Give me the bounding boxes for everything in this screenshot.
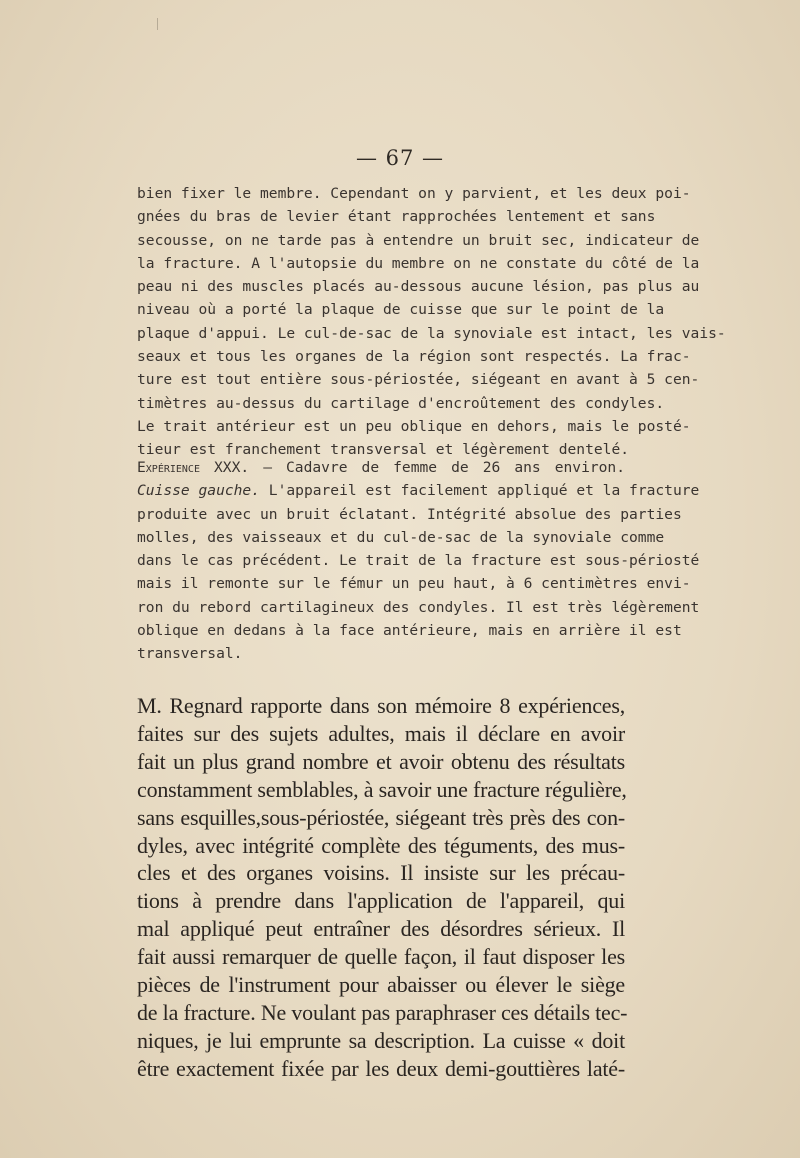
text-line: gnées du bras de levier étant rapprochées lentement et sans: [137, 208, 656, 226]
text-line: de la fracture. Ne voulant pas paraphraser ces détails tec-: [137, 999, 628, 1025]
text-line: ron du rebord cartilagineux des condyles. Il est très légèrement: [137, 598, 700, 616]
specimen-side: Cuisse gauche.: [137, 482, 261, 500]
text-line: ture est tout entière sous-périostée, siégeant en avant à 5 cen-: [137, 371, 700, 389]
text-line: tions à prendre dans l'application de l'appareil, qui: [137, 888, 625, 914]
text-line: pièces de l'instrument pour abaisser ou élever le siège: [137, 972, 625, 998]
text-line: bien fixer le membre. Cependant on y parvient, et les deux poi-: [137, 185, 691, 202]
experience-intro: — Cadavre de femme de 26 ans environ.: [249, 459, 626, 476]
experience-line-2: L'appareil est facilement appliqué et la fracture: [260, 482, 700, 500]
text-line: dans le cas précédent. Le trait de la fracture est sous-périosté: [137, 552, 700, 570]
text-line: [137, 456, 625, 479]
paragraph-autopsy-findings: [137, 182, 726, 462]
text-line: fait un plus grand nombre et avoir obtenu des résultats: [137, 748, 625, 774]
text-line: cles et des organes voisins. Il insiste sur les précau-: [137, 860, 625, 886]
text-line: constamment semblables, à savoir une fracture régulière,: [137, 776, 627, 802]
page-number: — 67 —: [355, 146, 445, 170]
text-line: oblique en dedans à la face antérieure, mais en arrière il est: [137, 622, 682, 640]
text-line: [137, 479, 700, 502]
text-line: sans esquilles,sous-périostée, siégeant très près des con-: [137, 804, 625, 830]
paragraph-experience-xxx: [137, 456, 700, 666]
text-line: transversal.: [137, 645, 243, 663]
text-line: Le trait antérieur est un peu oblique en dehors, mais le posté-: [137, 417, 691, 435]
print-mark: [157, 18, 158, 30]
text-line: peau ni des muscles placés au-dessous aucune lésion, pas plus au: [137, 278, 700, 296]
text-line: faites sur des sujets adultes, mais il déclare en avoir: [137, 720, 625, 746]
text-line: produite avec un bruit éclatant. Intégrité absolue des parties: [137, 505, 682, 523]
text-line: mais il remonte sur le fémur un peu haut, à 6 centimètres envi-: [137, 575, 691, 593]
text-line: timètres au-dessus du cartilage d'encroûtement des condyles.: [137, 394, 665, 412]
text-line: plaque d'appui. Le cul-de-sac de la synoviale est intact, les vais-: [137, 324, 726, 342]
text-line: mal appliqué peut entraîner des désordres sérieux. Il: [137, 916, 625, 942]
experience-heading: Expérience XXX.: [137, 459, 250, 476]
text-line: dyles, avec intégrité complète des téguments, des mus-: [137, 832, 625, 858]
text-line: M. Regnard rapporte dans son mémoire 8 expériences,: [137, 693, 625, 718]
text-line: la fracture. A l'autopsie du membre on ne constate du côté de la: [137, 254, 700, 272]
text-line: molles, des vaisseaux et du cul-de-sac de la synoviale comme: [137, 528, 665, 546]
text-line: secousse, on ne tarde pas à entendre un bruit sec, indicateur de: [137, 231, 700, 249]
paragraph-regnard-memoir: [137, 692, 628, 1083]
text-line: seaux et tous les organes de la région sont respectés. La frac-: [137, 348, 691, 366]
text-line: niques, je lui emprunte sa description. La cuisse « doit: [137, 1027, 625, 1053]
text-line: niveau où a porté la plaque de cuisse que sur le point de la: [137, 301, 665, 319]
text-line: fait aussi remarquer de quelle façon, il faut disposer les: [137, 944, 625, 970]
text-line: tieur est franchement transversal et légèrement dentelé.: [137, 441, 630, 459]
text-line: être exactement fixée par les deux demi-gouttières laté-: [137, 1055, 625, 1081]
